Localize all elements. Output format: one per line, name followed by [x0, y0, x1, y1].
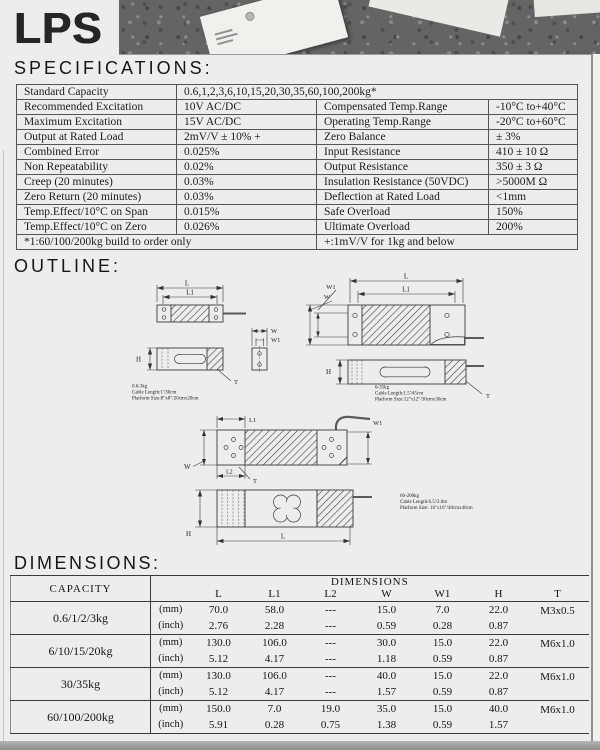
- dim-value: 22.0: [471, 668, 527, 685]
- col-header-w1: W1: [415, 588, 471, 602]
- table-row: [17, 235, 578, 250]
- dim-value: 40.0: [359, 668, 415, 685]
- dim-value: 5.91: [208, 719, 229, 731]
- spec-label: Input Resistance: [317, 145, 489, 160]
- table-row: [11, 635, 589, 652]
- spec-value: -10°C to+40°C: [489, 100, 578, 115]
- dim-label-l: L: [403, 272, 409, 281]
- drawing-medium-capacity: [306, 273, 490, 403]
- dim-value: 130.0: [191, 635, 247, 652]
- col-header-w: W: [359, 588, 415, 602]
- thread-value: M6x1.0: [527, 701, 589, 734]
- spec-value: 2mV/V ± 10% +: [177, 130, 317, 145]
- dim-value: 130.0: [191, 668, 247, 685]
- table-row: [17, 85, 578, 100]
- dim-label-l1: L1: [249, 417, 257, 424]
- specifications-heading: SPECIFICATIONS:: [14, 58, 213, 78]
- thread-value: M3x0.5: [527, 602, 589, 635]
- spec-value: 10V AC/DC: [177, 100, 317, 115]
- table-row: [17, 160, 578, 175]
- table-row: [17, 115, 578, 130]
- label-line: [217, 39, 233, 45]
- dim-label-t: T: [234, 379, 238, 386]
- spec-label: Standard Capacity: [17, 85, 177, 100]
- dim-value: 0.75: [320, 719, 341, 731]
- drawing-small-capacity: [132, 280, 280, 402]
- dim-label-w: W: [271, 328, 278, 335]
- capacity-header: CAPACITY: [11, 576, 151, 602]
- spec-value: 0.025%: [177, 145, 317, 160]
- spec-label: Compensated Temp.Range: [317, 100, 489, 115]
- dim-value: ---: [303, 602, 359, 619]
- spec-label: Output Resistance: [317, 160, 489, 175]
- dim-label-t: T: [486, 393, 490, 400]
- table-row: [17, 175, 578, 190]
- dim-label-w: W: [184, 463, 191, 471]
- spec-label: Non Repeatability: [17, 160, 177, 175]
- dim-value: 0.28: [264, 719, 285, 731]
- capacity-group: [11, 602, 589, 635]
- dim-value: 7.0: [247, 701, 303, 718]
- unit-label: (mm): [151, 602, 191, 619]
- dim-label-h: H: [135, 355, 141, 364]
- svg-text:Platform Size:8"x8"/20cmx20cm: Platform Size:8"x8"/20cmx20cm: [132, 396, 199, 402]
- dim-value: ---: [325, 620, 336, 632]
- col-header-l: L: [191, 588, 247, 602]
- specifications-table: [16, 84, 578, 250]
- dim-value: 0.87: [488, 620, 509, 632]
- table-row: [17, 145, 578, 160]
- dim-label-l2: L2: [226, 469, 233, 476]
- capacity-group: [11, 635, 589, 668]
- spec-value: 0.02%: [177, 160, 317, 175]
- col-header-h: H: [471, 588, 527, 602]
- unit-label: (inch): [158, 620, 184, 631]
- dim-value: 58.0: [247, 602, 303, 619]
- capacity-group: [11, 701, 589, 734]
- product-photo: [119, 0, 600, 55]
- col-header-l2: L2: [303, 588, 359, 602]
- dim-value: 0.87: [488, 686, 509, 698]
- dim-value: 70.0: [191, 602, 247, 619]
- spec-value: 200%: [489, 220, 578, 235]
- spec-label: Zero Balance: [317, 130, 489, 145]
- dim-value: 5.12: [208, 686, 229, 698]
- dim-value: 15.0: [415, 701, 471, 718]
- svg-text:0.6-3kg: 0.6-3kg: [132, 384, 148, 390]
- dim-label-w: W: [323, 294, 331, 301]
- outline-heading: OUTLINE:: [14, 256, 122, 276]
- col-header-l1: L1: [247, 588, 303, 602]
- dim-value: 40.0: [471, 701, 527, 718]
- dim-label-w1: W1: [271, 337, 281, 344]
- unit-label: (inch): [158, 686, 184, 697]
- photo-white-corner: [533, 0, 600, 17]
- dim-label-w1: W1: [326, 284, 336, 291]
- unit-label: (mm): [151, 668, 191, 685]
- unit-label: (mm): [151, 635, 191, 652]
- page-edge-bottom: [0, 741, 600, 750]
- dim-value: 106.0: [247, 635, 303, 652]
- table-row: [17, 190, 578, 205]
- dim-label-l: L: [184, 279, 190, 288]
- dim-label-l1: L1: [402, 285, 410, 294]
- dim-value: 0.59: [376, 620, 397, 632]
- drawing-caption: [132, 385, 199, 402]
- spec-value: 0.03%: [177, 175, 317, 190]
- dim-value: 15.0: [415, 668, 471, 685]
- svg-text:Platform Size: 16"x16"/40cmx40: Platform Size: 16"x16"/40cmx40cm: [400, 506, 473, 511]
- outline-drawings: [0, 268, 600, 560]
- dim-label-l: L: [280, 532, 286, 541]
- dimensions-table: [10, 575, 589, 734]
- capacity-cell: 0.6/1/2/3kg: [11, 602, 151, 635]
- capacity-group: [11, 668, 589, 701]
- unit-label: (inch): [158, 653, 184, 664]
- dim-value: 1.18: [376, 653, 397, 665]
- spec-label: Temp.Effect/10°C on Zero: [17, 220, 177, 235]
- dim-value: ---: [325, 653, 336, 665]
- spec-value: 410 ± 10 Ω: [489, 145, 578, 160]
- spec-value: ± 3%: [489, 130, 578, 145]
- dim-value: 150.0: [191, 701, 247, 718]
- table-row: [17, 205, 578, 220]
- table-row: [11, 576, 589, 589]
- dim-value: 7.0: [415, 602, 471, 619]
- spec-value: 0.03%: [177, 190, 317, 205]
- spec-label: Creep (20 minutes): [17, 175, 177, 190]
- dim-value: 19.0: [303, 701, 359, 718]
- capacity-cell: 6/10/15/20kg: [11, 635, 151, 668]
- load-cell-photo-body: [200, 0, 348, 55]
- spec-label: Operating Temp.Range: [317, 115, 489, 130]
- svg-text:60-200kg: 60-200kg: [400, 494, 420, 499]
- spec-label: Combined Error: [17, 145, 177, 160]
- dim-label-h: H: [325, 368, 331, 376]
- table-row: [11, 602, 589, 619]
- spec-label: Zero Return (20 minutes): [17, 190, 177, 205]
- spec-value: -20°C to+60°C: [489, 115, 578, 130]
- dim-value: ---: [303, 668, 359, 685]
- table-row: [17, 220, 578, 235]
- spec-label: Ultimate Overload: [317, 220, 489, 235]
- dim-value: 22.0: [471, 635, 527, 652]
- dim-value: 35.0: [359, 701, 415, 718]
- spec-value: 0.015%: [177, 205, 317, 220]
- spec-value: 350 ± 3 Ω: [489, 160, 578, 175]
- spec-value: 15V AC/DC: [177, 115, 317, 130]
- dim-value: 2.76: [208, 620, 229, 632]
- dim-value: 15.0: [415, 635, 471, 652]
- dim-label-h: H: [186, 530, 192, 538]
- svg-text:6-35kg: 6-35kg: [375, 385, 390, 391]
- spec-value: <1mm: [489, 190, 578, 205]
- spec-label: Output at Rated Load: [17, 130, 177, 145]
- drawing-caption: [375, 386, 447, 403]
- spec-value: >5000M Ω: [489, 175, 578, 190]
- thread-value: M6x1.0: [527, 635, 589, 668]
- svg-text:Cable Length:6.5'/2.0m: Cable Length:6.5'/2.0m: [400, 500, 448, 505]
- unit-label: (mm): [151, 701, 191, 718]
- spec-value: 0.026%: [177, 220, 317, 235]
- dim-value: 0.59: [432, 719, 453, 731]
- drawing-caption: [400, 494, 473, 511]
- dim-value: 0.28: [432, 620, 453, 632]
- svg-text:Cable Length:1.5'/45cm: Cable Length:1.5'/45cm: [375, 391, 424, 397]
- spec-value: 150%: [489, 205, 578, 220]
- dim-value: 106.0: [247, 668, 303, 685]
- spec-value: 0.6,1,2,3,6,10,15,20,30,35,60,100,200kg*: [177, 85, 578, 100]
- dim-value: 1.57: [488, 719, 509, 731]
- product-title: LPS: [14, 4, 103, 53]
- spec-label: Deflection at Rated Load: [317, 190, 489, 205]
- dim-value: 30.0: [359, 635, 415, 652]
- capacity-cell: 30/35kg: [11, 668, 151, 701]
- spec-footnote-left: *1:60/100/200kg build to order only: [17, 235, 317, 250]
- capacity-cell: 60/100/200kg: [11, 701, 151, 734]
- dim-value: 1.57: [376, 686, 397, 698]
- unit-label: (inch): [158, 719, 184, 730]
- dim-value: 22.0: [471, 602, 527, 619]
- dim-value: 1.38: [376, 719, 397, 731]
- bolt-head: [244, 11, 255, 22]
- photo-white-block: [368, 0, 508, 37]
- page-edge-right: [591, 54, 593, 744]
- unit-column-header: [151, 588, 191, 602]
- svg-text:Platform Size:12"x12"/30cmx30c: Platform Size:12"x12"/30cmx30cm: [375, 397, 447, 403]
- spec-label: Safe Overload: [317, 205, 489, 220]
- dim-value: 0.87: [488, 653, 509, 665]
- page-edge-left: [3, 150, 4, 742]
- page-margin: [593, 54, 600, 744]
- dim-value: ---: [303, 635, 359, 652]
- spec-label: Maximum Excitation: [17, 115, 177, 130]
- dim-label-t: T: [253, 478, 257, 485]
- dimensions-heading: DIMENSIONS:: [14, 553, 161, 573]
- spec-label: Recommended Excitation: [17, 100, 177, 115]
- table-row: [11, 668, 589, 685]
- dim-value: 2.28: [264, 620, 285, 632]
- drawing-large-capacity: [184, 416, 473, 545]
- spec-footnote-right: +:1mV/V for 1kg and below: [317, 235, 578, 250]
- table-row: [11, 701, 589, 718]
- table-row: [17, 100, 578, 115]
- dim-value: 4.17: [264, 686, 285, 698]
- dim-label-w1: W1: [373, 420, 383, 427]
- dim-label-l1: L1: [186, 288, 194, 297]
- thread-value: M6x1.0: [527, 668, 589, 701]
- dim-value: 4.17: [264, 653, 285, 665]
- dim-value: 0.59: [432, 653, 453, 665]
- svg-text:Cable Length:1'/30cm: Cable Length:1'/30cm: [132, 390, 177, 396]
- dim-value: 0.59: [432, 686, 453, 698]
- dim-value: 5.12: [208, 653, 229, 665]
- dim-value: ---: [325, 686, 336, 698]
- spec-label: Temp.Effect/10°C on Span: [17, 205, 177, 220]
- table-row: [17, 130, 578, 145]
- dimensions-header: DIMENSIONS: [330, 576, 409, 588]
- spec-label: Insulation Resistance (50VDC): [317, 175, 489, 190]
- col-header-t: T: [527, 588, 589, 602]
- dim-value: 15.0: [359, 602, 415, 619]
